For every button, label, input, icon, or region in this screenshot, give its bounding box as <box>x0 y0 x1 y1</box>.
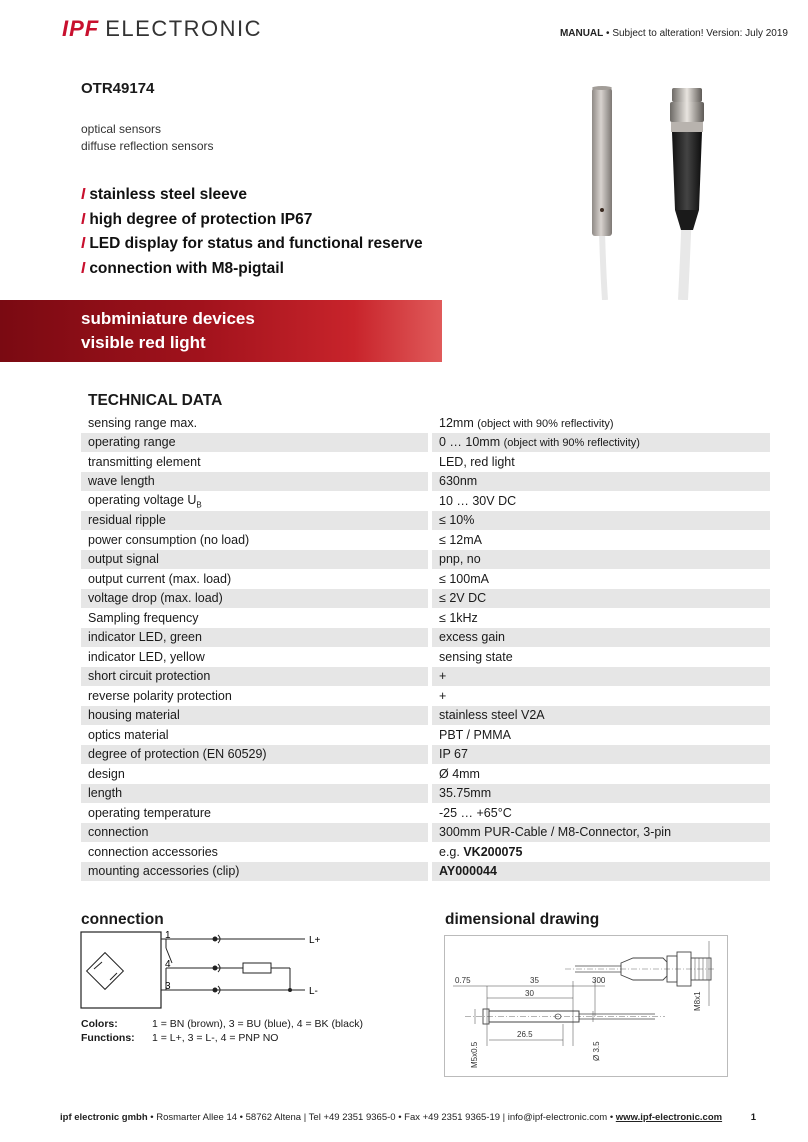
table-row <box>81 550 770 570</box>
product-photo <box>575 80 725 300</box>
spec-value: 0 … 10mm (object with 90% reflectivity) <box>430 433 770 453</box>
spec-label: power consumption (no load) <box>88 532 250 547</box>
spec-value: ≤ 1kHz <box>430 608 770 628</box>
logo-electronic: ELECTRONIC <box>105 16 263 41</box>
feature-item: I connection with M8-pigtail <box>81 259 284 277</box>
spec-value: IP 67 <box>430 745 770 765</box>
spec-value: 12mm (object with 90% reflectivity) <box>430 413 770 433</box>
spec-note: (object with 90% reflectivity) <box>477 417 614 430</box>
spec-value: pnp, no <box>430 550 770 570</box>
logo-ipf: IPF <box>62 16 100 41</box>
functions-line: Functions: 1 = L+, 3 = L-, 4 = PNP NO <box>81 1032 279 1044</box>
table-row <box>81 862 770 882</box>
spec-label: residual ripple <box>81 511 430 531</box>
spec-value: e.g. VK200075 <box>430 842 770 862</box>
table-row <box>81 686 770 706</box>
spec-label: output current (max. load) <box>88 571 232 586</box>
table-row <box>81 842 770 862</box>
connection-legend <box>81 1017 363 1045</box>
table-row <box>81 491 770 511</box>
table-row <box>81 413 770 433</box>
spec-label: housing material <box>81 706 430 726</box>
spec-label: mounting accessories (clip) <box>81 862 430 882</box>
table-row <box>81 667 770 687</box>
pin-label: 1 <box>165 930 171 941</box>
table-row <box>81 511 770 531</box>
spec-value: 300mm PUR-Cable / M8-Connector, 3-pin <box>430 823 770 843</box>
footer-address: • Rosmarter Allee 14 • 58762 Altena | Tel +49 2351 9365-0 • Fax +49 2351 9365-19 | info@ipf-electronic.com • <box>147 1112 616 1123</box>
feature-bullet: I <box>81 210 86 228</box>
dimensional-drawing <box>444 935 728 1077</box>
spec-value: + <box>430 686 770 706</box>
banner-line: subminiature devices <box>81 309 255 328</box>
spec-value: PBT / PMMA <box>430 725 770 745</box>
spec-label: wave length <box>81 472 430 492</box>
spec-value: 630nm <box>430 472 770 492</box>
dim-label: M5x0.5 <box>470 1041 479 1068</box>
table-row <box>81 784 770 804</box>
accessory-code: VK200075 <box>463 844 523 859</box>
spec-label: degree of protection (EN 60529) <box>81 745 430 765</box>
accessory-code: AY000044 <box>430 862 770 882</box>
table-row <box>81 452 770 472</box>
dim-label: 300 <box>592 976 606 985</box>
table-row <box>81 725 770 745</box>
spec-value: 35.75mm <box>430 784 770 804</box>
spec-value: stainless steel V2A <box>430 706 770 726</box>
spec-label: operating temperature <box>88 805 211 820</box>
category-line: optical sensors <box>81 122 162 136</box>
feature-banner <box>0 300 442 362</box>
feature-bullet: I <box>81 235 86 252</box>
table-row <box>81 745 770 765</box>
page-number: 1 <box>750 1112 756 1123</box>
feature-bullet: I <box>81 186 86 203</box>
minus-label: L- <box>309 986 318 997</box>
dim-label: 30 <box>525 989 534 998</box>
technical-data-table <box>81 413 770 881</box>
dim-label: 26.5 <box>517 1030 533 1039</box>
spec-label: sensing range max. <box>88 415 198 430</box>
table-row <box>81 569 770 589</box>
spec-label: Sampling frequency <box>88 610 199 625</box>
spec-label: operating range <box>81 433 430 453</box>
feature-item: I stainless steel sleeve <box>81 186 248 203</box>
colors-line: Colors: 1 = BN (brown), 3 = BU (blue), 4 = BK (black) <box>81 1018 363 1030</box>
technical-data-title: TECHNICAL DATA <box>88 392 223 409</box>
dim-label: 0.75 <box>455 976 471 985</box>
spec-label: indicator LED, yellow <box>88 649 205 664</box>
spec-label: short circuit protection <box>81 667 430 687</box>
table-row <box>81 823 770 843</box>
manual-note: • Subject to alteration! Version: July 2019 <box>603 28 788 39</box>
company-logo <box>62 16 262 42</box>
table-row <box>81 764 770 784</box>
spec-value: ≤ 10% <box>430 511 770 531</box>
table-row <box>81 472 770 492</box>
header-meta <box>560 28 788 39</box>
pin-label: 3 <box>165 981 171 992</box>
feature-item: I high degree of protection IP67 <box>81 210 313 228</box>
spec-label: optics material <box>88 727 169 742</box>
dimensional-drawing-title: dimensional drawing <box>445 911 600 928</box>
connection-diagram <box>80 930 340 1010</box>
spec-label: output signal <box>81 550 430 570</box>
spec-label: operating voltage $U_B$ <box>88 492 202 509</box>
table-row <box>81 433 770 453</box>
dim-label: Ø 3.5 <box>592 1041 601 1061</box>
spec-note: (object with 90% reflectivity) <box>503 437 640 450</box>
spec-value: LED, red light <box>430 452 770 472</box>
feature-bullet: I <box>81 259 86 277</box>
footer-company: ipf electronic gmbh <box>60 1112 148 1123</box>
footer <box>60 1112 722 1123</box>
spec-label: length <box>81 784 430 804</box>
spec-value: -25 … +65°C <box>430 803 770 823</box>
dim-label: 35 <box>530 976 539 985</box>
pin-label: 4 <box>165 959 171 970</box>
spec-label: connection <box>81 823 430 843</box>
manual-label: MANUAL <box>559 28 604 39</box>
plus-label: L+ <box>309 935 321 946</box>
footer-website-link[interactable]: www.ipf-electronic.com <box>615 1112 723 1123</box>
spec-label: connection accessories <box>88 844 218 859</box>
spec-label: design <box>88 766 125 781</box>
spec-label: reverse polarity protection <box>88 688 232 703</box>
table-row <box>81 589 770 609</box>
spec-value: ≤ 12mA <box>430 530 770 550</box>
dim-label: M8x1 <box>693 991 702 1011</box>
spec-value: ≤ 2V DC <box>430 589 770 609</box>
product-categories <box>81 121 214 155</box>
table-row <box>81 608 770 628</box>
category-line: diffuse reflection sensors <box>81 139 214 153</box>
spec-value: sensing state <box>430 647 770 667</box>
banner-line: visible red light <box>81 333 206 352</box>
feature-item: I LED display for status and functional reserve <box>81 235 423 252</box>
spec-value: + <box>430 667 770 687</box>
feature-list <box>81 183 423 281</box>
spec-value: excess gain <box>430 628 770 648</box>
table-row <box>81 803 770 823</box>
spec-value: Ø 4mm <box>430 764 770 784</box>
spec-label: voltage drop (max. load) <box>81 589 430 609</box>
table-row <box>81 647 770 667</box>
connection-title: connection <box>81 911 164 928</box>
spec-value: 10 … 30V DC <box>430 491 770 511</box>
spec-value: ≤ 100mA <box>430 569 770 589</box>
table-row <box>81 706 770 726</box>
spec-label: indicator LED, green <box>81 628 430 648</box>
spec-label: transmitting element <box>88 454 201 469</box>
table-row <box>81 530 770 550</box>
table-row <box>81 628 770 648</box>
product-code: OTR49174 <box>81 80 155 97</box>
